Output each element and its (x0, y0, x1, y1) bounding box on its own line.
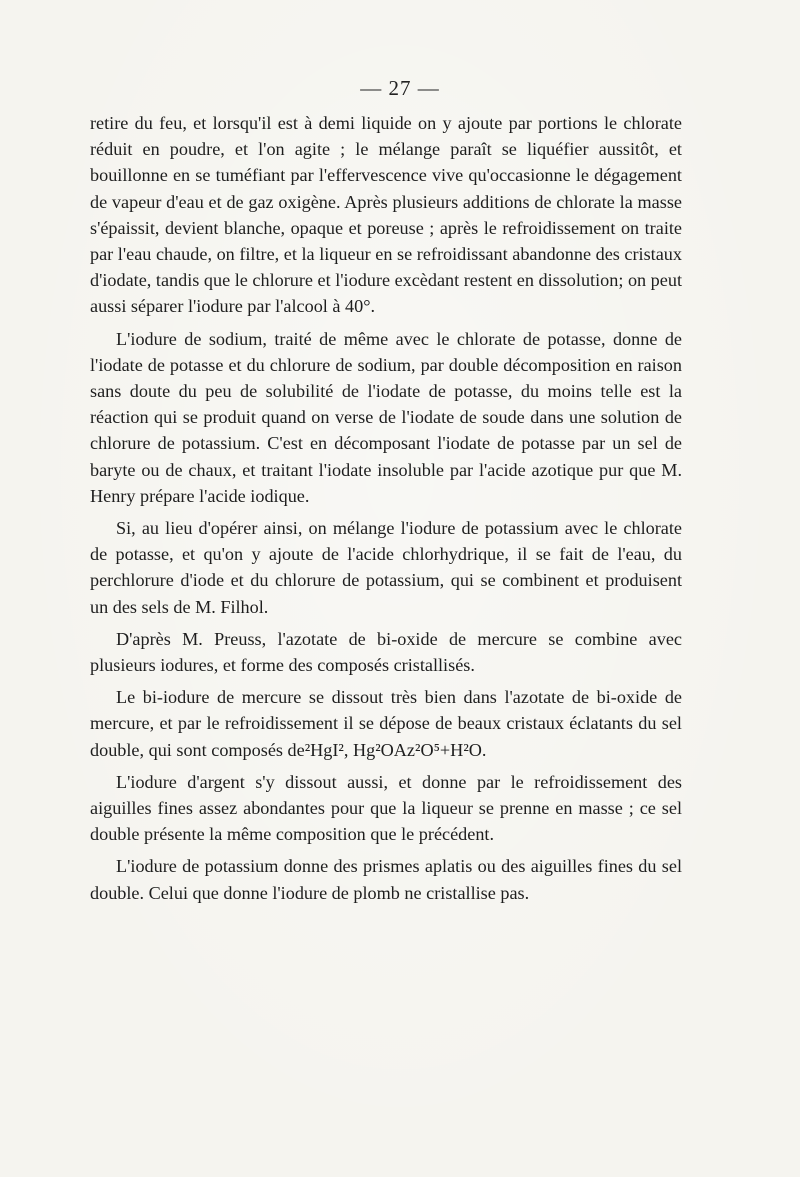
paragraph-1: retire du feu, et lorsqu'il est à demi liquide on y ajoute par portions le chlorate réduit en poudre, et l'on agite ; le mélange paraît se liquéfier aussitôt, et bouillonne en se tuméfiant par l'effervescence vive qu'occasionne le dégagement de vapeur d'eau et de gaz oxigène. Après plusieurs additions de chlorate la masse s'épaissit, devient blanche, opaque et poreuse ; après le refroidissement on traite par l'eau chaude, on filtre, et la liqueur en se refroidissant abandonne des cristaux d'iodate, tandis que le chlorure et l'iodure excèdant restent en dissolution; on peut aussi séparer l'iodure par l'alcool à 40°. (90, 113, 682, 317)
body-text (90, 110, 682, 912)
paragraph-3: Si, au lieu d'opérer ainsi, on mélange l'iodure de potassium avec le chlorate de potasse, et qu'on y ajoute de l'acide chlorhydrique, il se fait de l'eau, du perchlorure d'iode et du chlorure de potassium, qui se combinent et produisent un des sels de M. Filhol. (90, 518, 682, 617)
paragraph-5: Le bi-iodure de mercure se dissout très bien dans l'azotate de bi-oxide de mercure, et par le refroidissement il se dépose de beaux cristaux éclatants du sel double, qui sont composés de²HgI², Hg²OAz²O⁵+H²O. (90, 687, 682, 760)
paragraph-7: L'iodure de potassium donne des prismes aplatis ou des aiguilles fines du sel double. Celui que donne l'iodure de plomb ne cristallise pas. (90, 856, 682, 903)
paragraph-4: D'après M. Preuss, l'azotate de bi-oxide de mercure se combine avec plusieurs iodures, et forme des composés cristallisés. (90, 628, 682, 676)
paragraph-6: L'iodure d'argent s'y dissout aussi, et donne par le refroidissement des aiguilles fines assez abondantes pour que la liqueur se prenne en masse ; ce sel double présente la même composition que le précédent. (90, 771, 682, 845)
paragraph-2: L'iodure de sodium, traité de même avec le chlorate de potasse, donne de l'iodate de potasse et du chlorure de sodium, par double décomposition en raison sans doute du peu de solubilité de l'iodate de potasse, du moins telle est la réaction qui se produit quand on verse de l'iodate de soude dans une solution de chlorure de potassium. C'est en décomposant l'iodate de potasse par un sel de baryte ou de chaux, et traitant l'iodate insoluble par l'acide azotique pur que M. Henry prépare l'acide iodique. (90, 328, 682, 506)
page-number: — 27 — (360, 76, 440, 100)
